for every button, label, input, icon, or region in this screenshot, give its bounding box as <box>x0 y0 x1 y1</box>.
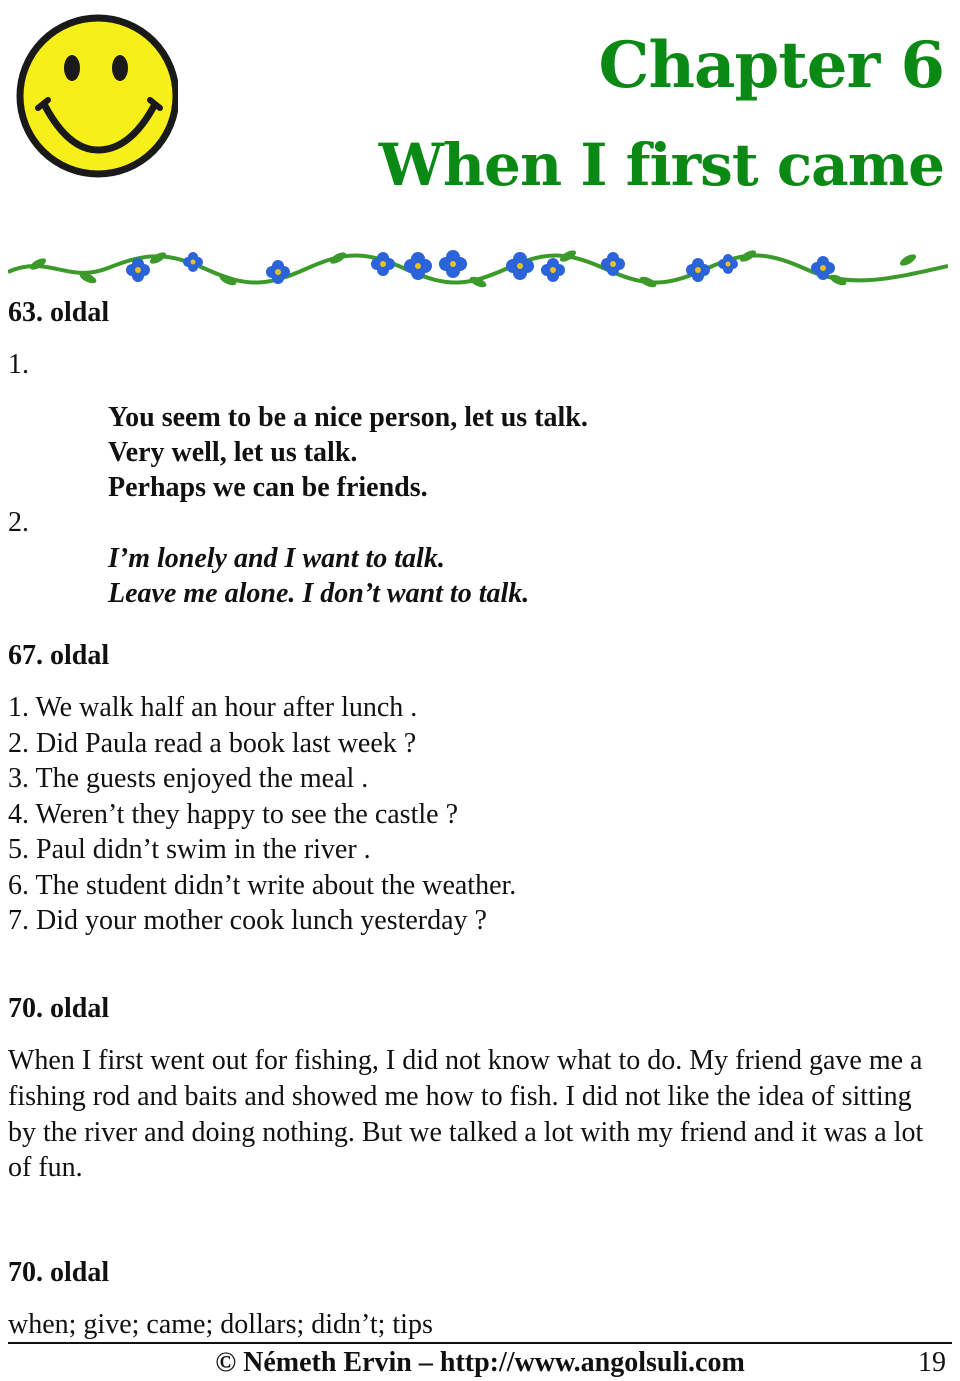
item-number-2: 2. <box>8 507 29 538</box>
sentence-line: 2. Did Paula read a book last week ? <box>8 728 417 759</box>
story-paragraph: When I first went out for fishing, I did not know what to do. My friend gave me a fishing rod and baits and showed me how to fish. I did not like the idea of sitting by the river and doing nothing. But we talked a lot with my friend and it was a lot of fun. <box>8 1045 924 1184</box>
section-heading-70-answers: 70. oldal <box>8 1257 110 1288</box>
sentence-line: 1. We walk half an hour after lunch . <box>8 692 418 723</box>
section-heading-70: 70. oldal <box>8 993 110 1024</box>
dialogue-line: I’m lonely and I want to talk. <box>108 543 445 574</box>
sentence-line: 3. The guests enjoyed the meal . <box>8 763 369 794</box>
dialogue-line: Perhaps we can be friends. <box>108 472 428 503</box>
dialogue-line: Leave me alone. I don’t want to talk. <box>108 578 530 609</box>
dialogue-line: Very well, let us talk. <box>108 437 358 468</box>
footer-copyright: © Németh Ervin – http://www.angolsuli.com <box>215 1347 745 1378</box>
smiley-face-icon <box>8 8 178 178</box>
sentence-line: 6. The student didn’t write about the weather. <box>8 870 517 901</box>
item-number-1: 1. <box>8 349 29 380</box>
page-number: 19 <box>918 1347 946 1378</box>
dialogue-line: You seem to be a nice person, let us talk. <box>108 402 588 433</box>
sentence-line: 4. Weren’t they happy to see the castle ? <box>8 799 458 830</box>
flower-vine-border <box>8 240 948 296</box>
sentence-line: 7. Did your mother cook lunch yesterday ? <box>8 905 487 936</box>
chapter-subtitle: When I first came <box>378 131 944 199</box>
section-heading-67: 67. oldal <box>8 640 110 671</box>
answer-line: when; give; came; dollars; didn’t; tips <box>8 1309 433 1340</box>
sentence-line: 5. Paul didn’t swim in the river . <box>8 834 371 865</box>
section-heading-63: 63. oldal <box>8 297 110 328</box>
footer-divider <box>8 1342 952 1344</box>
chapter-title: Chapter 6 <box>598 28 944 103</box>
